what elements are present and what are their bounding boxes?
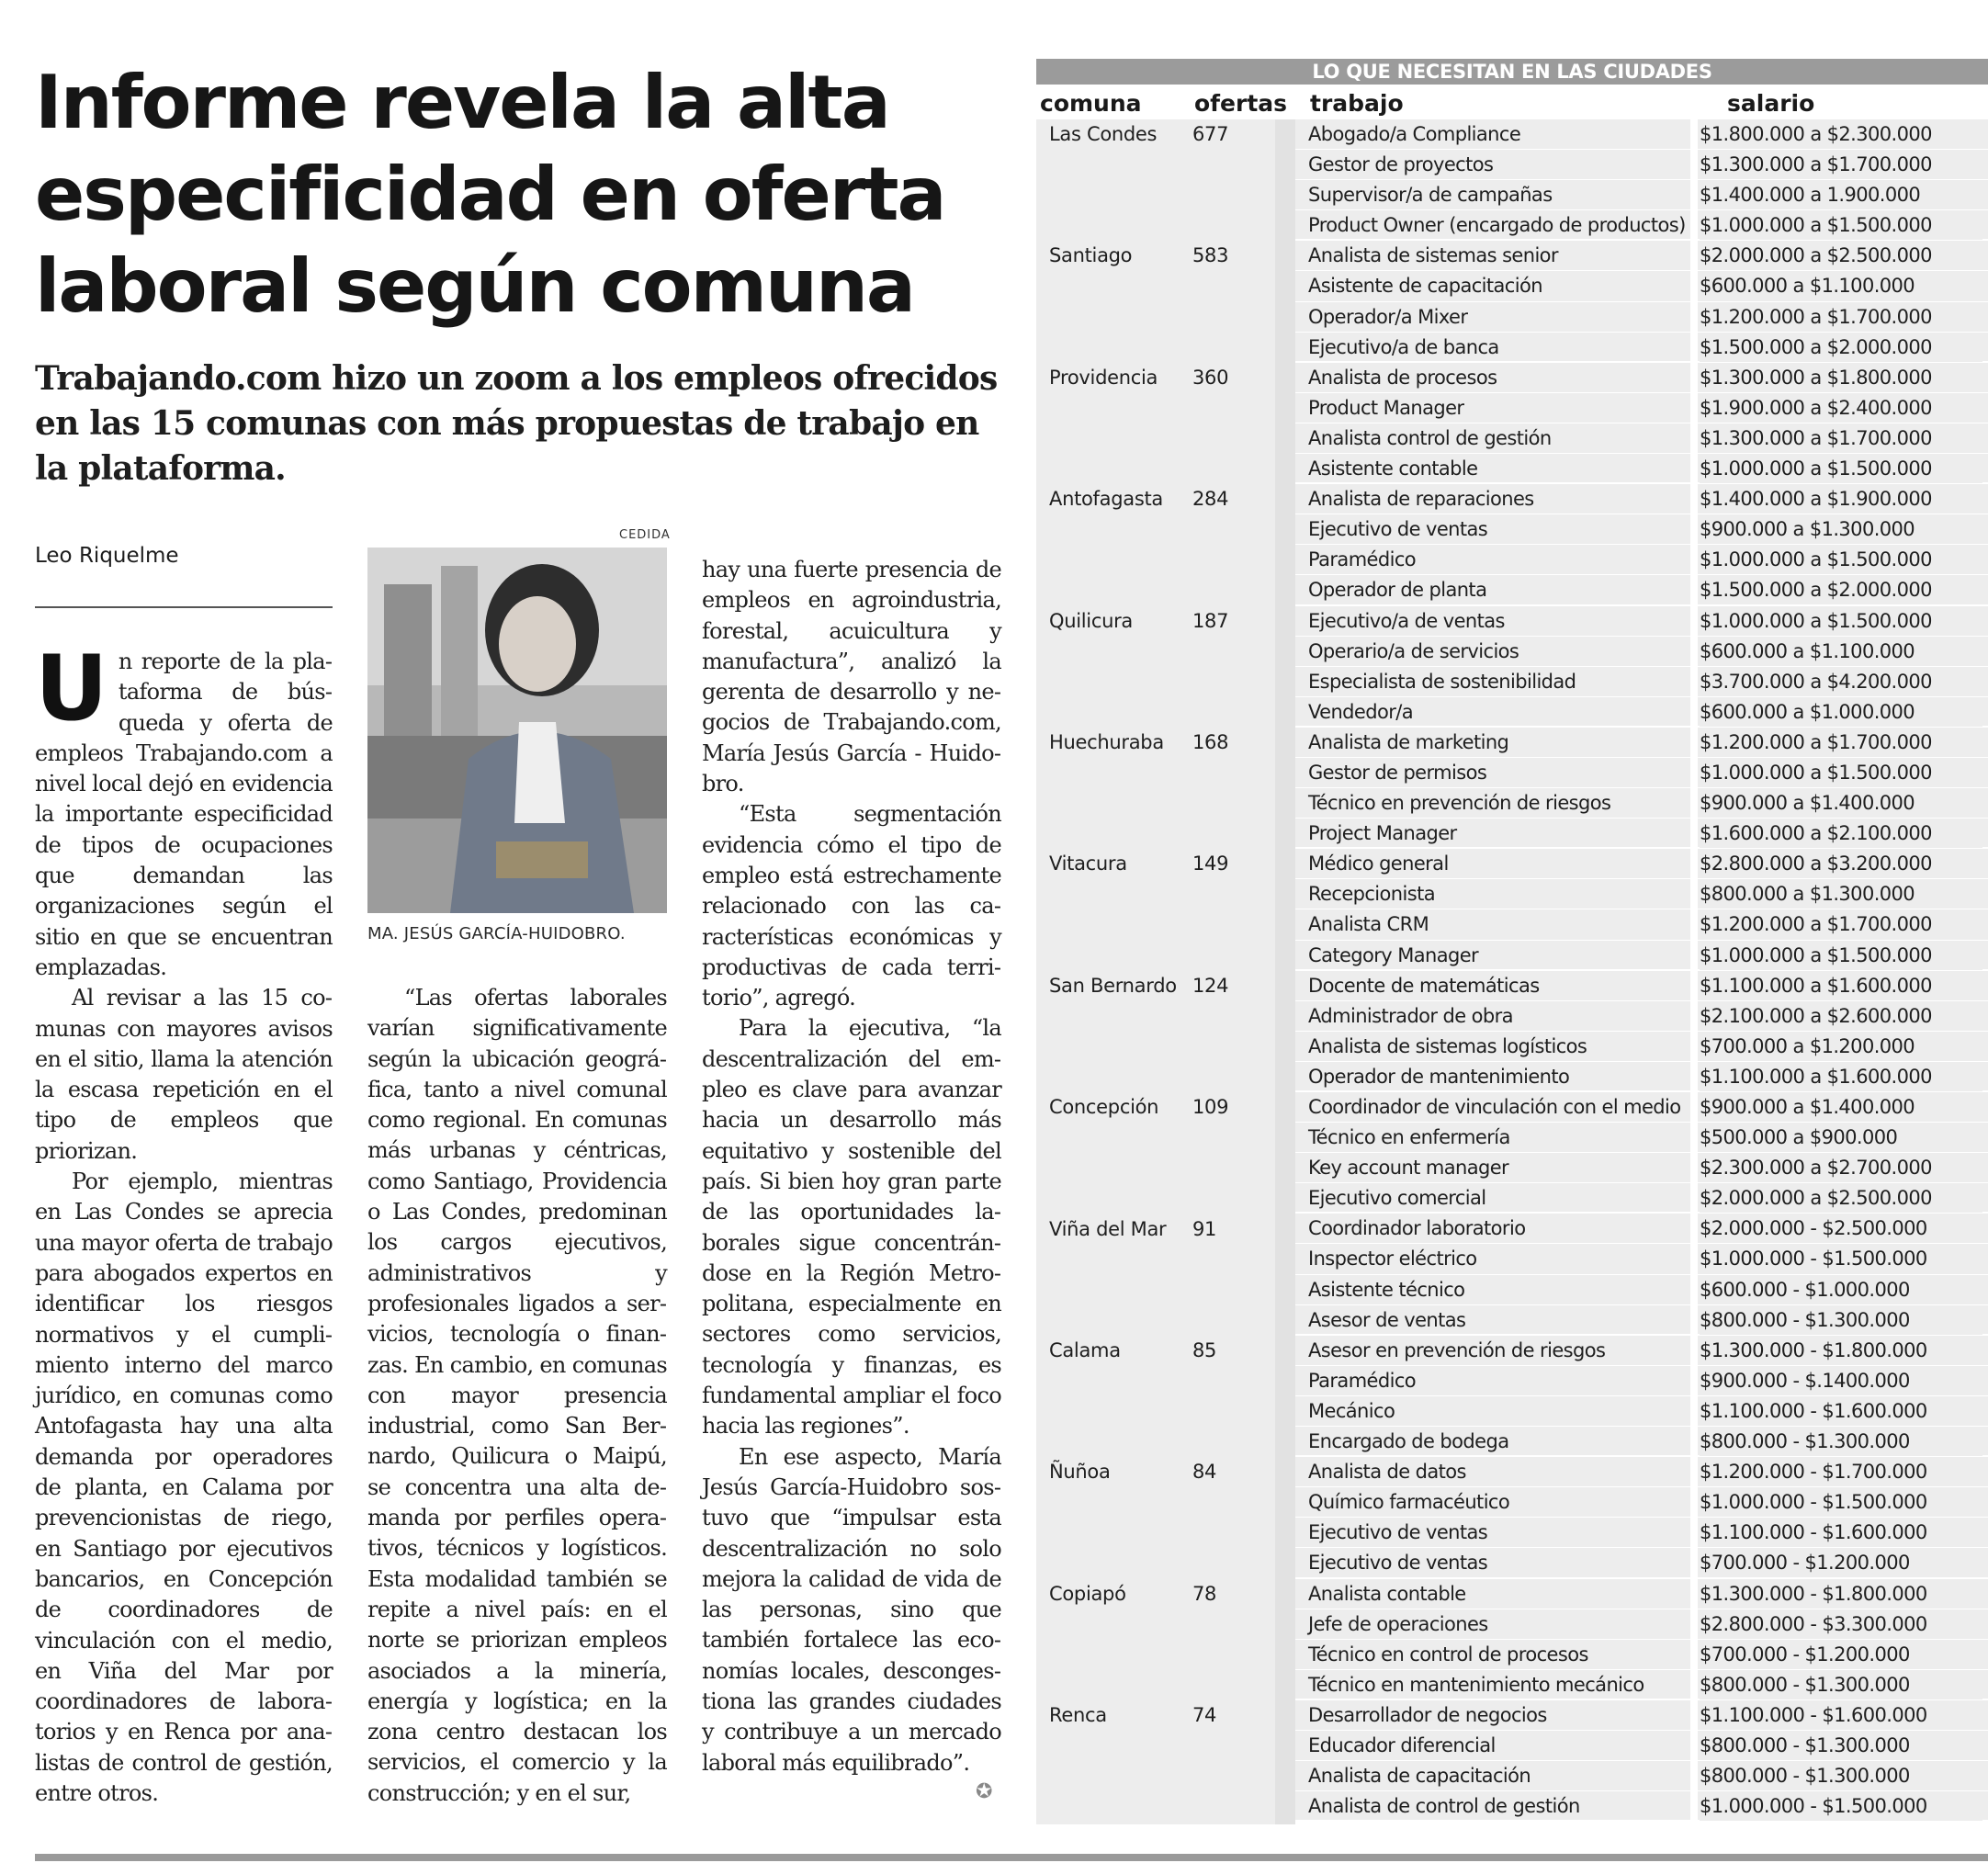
table-cell-salario: $800.000 - $1.300.000 bbox=[1700, 1305, 1982, 1335]
table-cell-salario: $1.000.000 a $1.500.000 bbox=[1700, 758, 1982, 787]
table-cell-salario: $1.300.000 - $1.800.000 bbox=[1700, 1336, 1982, 1365]
table-cell-trabajo: Operador de mantenimiento bbox=[1308, 1065, 1570, 1088]
table-cell-ofertas: 85 bbox=[1192, 1339, 1217, 1361]
table-row bbox=[1295, 1336, 1988, 1366]
table-cell-divider bbox=[1690, 1609, 1698, 1639]
table-cell-divider bbox=[1690, 363, 1698, 392]
table-cell-divider bbox=[1690, 180, 1698, 209]
table-cell-trabajo: Jefe de operaciones bbox=[1308, 1612, 1488, 1635]
table-cell-trabajo: Supervisor/a de campañas bbox=[1308, 184, 1553, 207]
table-cell-trabajo: Especialista de sostenibilidad bbox=[1308, 670, 1576, 693]
table-row bbox=[1295, 241, 1988, 271]
table-cell-salario: $1.200.000 a $1.700.000 bbox=[1700, 909, 1982, 939]
byline: Leo Riquelme bbox=[35, 544, 179, 568]
table-cell-salario: $1.000.000 a $1.500.000 bbox=[1700, 941, 1982, 970]
table-row bbox=[1295, 1396, 1988, 1427]
end-mark-icon: ✪ bbox=[976, 1780, 993, 1803]
table-cell-salario: $1.000.000 a $1.500.000 bbox=[1700, 210, 1982, 240]
table-cell-ofertas: 84 bbox=[1192, 1461, 1217, 1484]
table-row bbox=[1295, 971, 1988, 1001]
table-row bbox=[1295, 545, 1988, 575]
table-cell-salario: $900.000 - $.1400.000 bbox=[1700, 1366, 1982, 1395]
table-cell-trabajo: Analista CRM bbox=[1308, 913, 1429, 936]
table-cell-divider bbox=[1690, 1700, 1698, 1730]
table-row bbox=[1295, 1548, 1988, 1578]
table-cell-trabajo: Educador diferencial bbox=[1308, 1733, 1496, 1756]
table-cell-trabajo: Gestor de proyectos bbox=[1308, 153, 1494, 176]
table-cell-divider bbox=[1690, 909, 1698, 939]
table-cell-salario: $2.800.000 a $3.200.000 bbox=[1700, 849, 1982, 878]
table-cell-divider bbox=[1690, 514, 1698, 544]
table-row bbox=[1295, 1123, 1988, 1153]
table-row bbox=[1295, 1579, 1988, 1609]
table-row bbox=[1295, 1001, 1988, 1032]
table-cell-trabajo: Analista de marketing bbox=[1308, 730, 1509, 753]
table-cell-salario: $900.000 a $1.300.000 bbox=[1700, 514, 1982, 544]
table-title: LO QUE NECESITAN EN LAS CIUDADES bbox=[1036, 59, 1988, 85]
photo-caption: MA. JESÚS GARCÍA-HUIDOBRO. bbox=[367, 924, 626, 943]
article-paragraph: Para la ejecutiva, “la descentralización del empleo es clave para avanzar hacia un desarrollo más equitativo y sostenible del país. Si bien hoy gran parte de las oportunidades laborales sigue concentrándose en la Región Metropolitana, especialmente en sectores como servicios, tecnología y finanzas, es fundamental ampliar el foco hacia las regiones”. bbox=[702, 1015, 1001, 1440]
table-cell-divider bbox=[1690, 637, 1698, 666]
table-cell-salario: $1.400.000 a $1.900.000 bbox=[1700, 484, 1982, 514]
table-cell-trabajo: Asesor en prevención de riesgos bbox=[1308, 1338, 1606, 1361]
table-row bbox=[1295, 1153, 1988, 1183]
table-cell-salario: $700.000 - $1.200.000 bbox=[1700, 1640, 1982, 1669]
table-body bbox=[1295, 119, 1988, 1822]
table-row bbox=[1295, 819, 1988, 849]
table-cell-divider bbox=[1690, 1518, 1698, 1547]
table-cell-salario: $1.000.000 a $1.500.000 bbox=[1700, 454, 1982, 483]
table-cell-salario: $1.500.000 a $2.000.000 bbox=[1700, 333, 1982, 362]
table-cell-comuna: Antofagasta bbox=[1049, 488, 1163, 511]
table-cell-trabajo: Abogado/a Compliance bbox=[1308, 123, 1521, 145]
table-cell-trabajo: Analista de datos bbox=[1308, 1461, 1466, 1484]
table-cell-trabajo: Ejecutivo de ventas bbox=[1308, 518, 1488, 541]
table-cell-salario: $1.300.000 a $1.700.000 bbox=[1700, 150, 1982, 179]
table-row bbox=[1295, 1700, 1988, 1731]
table-row bbox=[1295, 575, 1988, 605]
table-cell-divider bbox=[1690, 423, 1698, 453]
table-header-comuna: comuna bbox=[1040, 90, 1142, 117]
table-cell-ofertas: 677 bbox=[1192, 123, 1229, 145]
table-cell-divider bbox=[1690, 454, 1698, 482]
table-cell-trabajo: Asistente contable bbox=[1308, 457, 1478, 480]
table-cell-divider bbox=[1690, 575, 1698, 604]
table-cell-divider bbox=[1690, 302, 1698, 332]
table-cell-trabajo: Coordinador de vinculación con el medio bbox=[1308, 1096, 1681, 1118]
table-row bbox=[1295, 1518, 1988, 1548]
table-cell-divider bbox=[1690, 849, 1698, 878]
article-paragraph: hay una fuerte presencia de empleos en agroindustria, forestal, acuicultura y manufactura”, analizó la gerenta de desarrollo y negocios de Trabajando.com, María Jesús García - Huidobro. bbox=[702, 557, 1001, 797]
table-cell-ofertas: 168 bbox=[1192, 731, 1229, 753]
table-cell-comuna: Vitacura bbox=[1049, 852, 1127, 875]
table-column-divider bbox=[1275, 119, 1295, 1824]
table-row bbox=[1295, 1670, 1988, 1700]
table-row bbox=[1295, 1487, 1988, 1518]
table-cell-salario: $1.100.000 a $1.600.000 bbox=[1700, 971, 1982, 1000]
table-row bbox=[1295, 1609, 1988, 1640]
table-cell-trabajo: Key account manager bbox=[1308, 1157, 1509, 1180]
table-cell-trabajo: Técnico en prevención de riesgos bbox=[1308, 792, 1611, 815]
table-header-salario: salario bbox=[1727, 90, 1815, 117]
table-cell-trabajo: Docente de matemáticas bbox=[1308, 974, 1540, 997]
table-cell-divider bbox=[1690, 1001, 1698, 1031]
table-cell-trabajo: Ejecutivo/a de banca bbox=[1308, 335, 1499, 358]
table-cell-divider bbox=[1690, 150, 1698, 179]
table-cell-comuna: Huechuraba bbox=[1049, 731, 1164, 753]
table-row bbox=[1295, 1305, 1988, 1336]
table-row bbox=[1295, 180, 1988, 210]
table-cell-trabajo: Asistente técnico bbox=[1308, 1278, 1465, 1301]
table-cell-trabajo: Médico general bbox=[1308, 852, 1449, 875]
table-cell-divider bbox=[1690, 697, 1698, 726]
table-row bbox=[1295, 1244, 1988, 1274]
table-cell-trabajo: Product Owner (encargado de productos) bbox=[1308, 214, 1686, 237]
headline: Informe revela la alta especificidad en oferta laboral según comuna bbox=[35, 60, 945, 329]
table-row bbox=[1295, 909, 1988, 940]
table-cell-salario: $800.000 - $1.300.000 bbox=[1700, 1670, 1982, 1699]
page-bottom-rule bbox=[35, 1854, 1988, 1861]
table-row bbox=[1295, 879, 1988, 909]
table-cell-divider bbox=[1690, 1579, 1698, 1609]
table-cell-trabajo: Analista de control de gestión bbox=[1308, 1795, 1580, 1818]
table-row bbox=[1295, 1791, 1988, 1822]
table-cell-divider bbox=[1690, 393, 1698, 423]
table-cell-salario: $1.100.000 a $1.600.000 bbox=[1700, 1062, 1982, 1091]
table-cell-divider bbox=[1690, 1032, 1698, 1061]
table-cell-salario: $700.000 a $1.200.000 bbox=[1700, 1032, 1982, 1061]
table-cell-salario: $500.000 a $900.000 bbox=[1700, 1123, 1982, 1152]
table-row bbox=[1295, 150, 1988, 180]
table-row bbox=[1295, 363, 1988, 393]
table-cell-salario: $1.000.000 - $1.500.000 bbox=[1700, 1791, 1982, 1821]
table-cell-trabajo: Analista de capacitación bbox=[1308, 1765, 1531, 1788]
table-cell-divider bbox=[1690, 788, 1698, 818]
table-cell-trabajo: Analista control de gestión bbox=[1308, 426, 1552, 449]
table-cell-salario: $1.100.000 - $1.600.000 bbox=[1700, 1700, 1982, 1730]
table-cell-salario: $1.100.000 - $1.600.000 bbox=[1700, 1518, 1982, 1547]
table-cell-divider bbox=[1690, 1366, 1698, 1395]
table-cell-comuna: San Bernardo bbox=[1049, 974, 1177, 997]
photo-credit: CEDIDA bbox=[619, 528, 671, 542]
table-row bbox=[1295, 210, 1988, 241]
table-row bbox=[1295, 302, 1988, 333]
table-cell-trabajo: Analista de sistemas senior bbox=[1308, 244, 1558, 267]
portrait-photo bbox=[367, 548, 667, 913]
table-row bbox=[1295, 606, 1988, 637]
table-row bbox=[1295, 1731, 1988, 1761]
article-paragraph: Al revisar a las 15 comunas con mayores avisos en el sitio, llama la atención la escasa repetición en el tipo de empleos que priorizan. bbox=[35, 985, 333, 1164]
table-header-ofertas: ofertas bbox=[1194, 90, 1288, 117]
table-cell-divider bbox=[1690, 1761, 1698, 1790]
table-row bbox=[1295, 484, 1988, 514]
table-cell-salario: $2.000.000 a $2.500.000 bbox=[1700, 1183, 1982, 1213]
table-cell-divider bbox=[1690, 241, 1698, 270]
table-cell-salario: $2.000.000 a $2.500.000 bbox=[1700, 241, 1982, 270]
table-cell-trabajo: Inspector eléctrico bbox=[1308, 1248, 1477, 1270]
table-cell-trabajo: Químico farmacéutico bbox=[1308, 1491, 1510, 1514]
table-row bbox=[1295, 758, 1988, 788]
article-column-1 bbox=[35, 637, 333, 1809]
table-cell-trabajo: Asistente de capacitación bbox=[1308, 275, 1542, 298]
table-cell-salario: $2.800.000 - $3.300.000 bbox=[1700, 1609, 1982, 1639]
table-cell-trabajo: Paramédico bbox=[1308, 548, 1417, 571]
table-cell-trabajo: Técnico en control de procesos bbox=[1308, 1643, 1588, 1665]
table-cell-salario: $1.200.000 a $1.700.000 bbox=[1700, 728, 1982, 757]
table-cell-comuna: Providencia bbox=[1049, 366, 1158, 389]
table-cell-comuna: Las Condes bbox=[1049, 123, 1158, 145]
table-cell-divider bbox=[1690, 1092, 1698, 1122]
table-cell-salario: $600.000 a $1.100.000 bbox=[1700, 271, 1982, 300]
table-cell-ofertas: 91 bbox=[1192, 1217, 1217, 1240]
table-cell-trabajo: Recepcionista bbox=[1308, 883, 1435, 906]
table-cell-divider bbox=[1690, 1640, 1698, 1669]
table-cell-salario: $1.500.000 a $2.000.000 bbox=[1700, 575, 1982, 604]
table-cell-salario: $1.200.000 a $1.700.000 bbox=[1700, 302, 1982, 332]
table-cell-divider bbox=[1690, 333, 1698, 361]
dropcap: U bbox=[35, 637, 107, 741]
table-cell-trabajo: Mecánico bbox=[1308, 1399, 1395, 1422]
article-paragraph: Por ejemplo, mientras en Las Condes se aprecia una mayor oferta de trabajo para abogados expertos en identificar los riesgos normativos y el cumplimiento interno del marco jurídico, en comunas como Antofagasta hay una alta demanda por operadores de planta, en Calama por prevencionistas de riego, en Santiago por ejecutivos bancarios, en Concepción de coordinadores de vinculación con el medio, en Viña del Mar por coordinadores de laboratorios y en Renca por analistas de control de gestión, entre otros. bbox=[35, 1169, 333, 1806]
table-row bbox=[1295, 1427, 1988, 1457]
table-cell-trabajo: Técnico en mantenimiento mecánico bbox=[1308, 1673, 1644, 1696]
table-cell-salario: $3.700.000 a $4.200.000 bbox=[1700, 667, 1982, 696]
table-cell-divider bbox=[1690, 1062, 1698, 1090]
table-row bbox=[1295, 1092, 1988, 1123]
table-cell-comuna: Concepción bbox=[1049, 1096, 1159, 1119]
table-cell-trabajo: Gestor de permisos bbox=[1308, 761, 1487, 784]
table-cell-salario: $1.900.000 a $2.400.000 bbox=[1700, 393, 1982, 423]
table-cell-trabajo: Ejecutivo comercial bbox=[1308, 1187, 1486, 1210]
table-cell-divider bbox=[1690, 667, 1698, 696]
table-row bbox=[1295, 1457, 1988, 1487]
table-cell-salario: $2.300.000 a $2.700.000 bbox=[1700, 1153, 1982, 1182]
table-cell-divider bbox=[1690, 728, 1698, 757]
article-paragraph: “Esta segmentación evidencia cómo el tipo de empleo está estrechamente relacionado con las características económicas y productivas de cada territorio”, agregó. bbox=[702, 801, 1001, 1011]
table-cell-divider bbox=[1690, 210, 1698, 239]
table-cell-comuna: Viña del Mar bbox=[1049, 1217, 1167, 1240]
table-cell-comuna: Quilicura bbox=[1049, 609, 1134, 632]
table-cell-divider bbox=[1690, 119, 1698, 149]
table-cell-salario: $1.300.000 - $1.800.000 bbox=[1700, 1579, 1982, 1609]
table-cell-ofertas: 124 bbox=[1192, 974, 1229, 997]
table-cell-salario: $600.000 a $1.100.000 bbox=[1700, 637, 1982, 666]
table-row bbox=[1295, 849, 1988, 879]
table-cell-salario: $1.000.000 a $1.500.000 bbox=[1700, 545, 1982, 574]
table-cell-trabajo: Analista contable bbox=[1308, 1582, 1466, 1605]
table-cell-ofertas: 109 bbox=[1192, 1096, 1229, 1119]
table-cell-divider bbox=[1690, 1670, 1698, 1699]
table-cell-salario: $1.000.000 - $1.500.000 bbox=[1700, 1487, 1982, 1517]
table-cell-salario: $700.000 - $1.200.000 bbox=[1700, 1548, 1982, 1577]
table-cell-salario: $1.400.000 a 1.900.000 bbox=[1700, 180, 1982, 209]
table-cell-salario: $600.000 a $1.000.000 bbox=[1700, 697, 1982, 727]
table-cell-trabajo: Operario/a de servicios bbox=[1308, 639, 1519, 662]
table-cell-salario: $1.600.000 a $2.100.000 bbox=[1700, 819, 1982, 848]
table-cell-salario: $800.000 - $1.300.000 bbox=[1700, 1427, 1982, 1456]
table-cell-divider bbox=[1690, 1427, 1698, 1455]
table-cell-divider bbox=[1690, 606, 1698, 636]
byline-divider bbox=[35, 606, 333, 608]
table-row bbox=[1295, 119, 1988, 150]
table-cell-salario: $1.000.000 - $1.500.000 bbox=[1700, 1244, 1982, 1273]
table-cell-divider bbox=[1690, 1244, 1698, 1273]
deck-subtitle: Trabajando.com hizo un zoom a los empleos ofrecidos en las 15 comunas con más propuestas de trabajo en la plataforma. bbox=[35, 359, 998, 488]
table-cell-salario: $900.000 a $1.400.000 bbox=[1700, 788, 1982, 818]
table-cell-trabajo: Vendedor/a bbox=[1308, 700, 1413, 723]
table-cell-divider bbox=[1690, 1183, 1698, 1212]
table-cell-trabajo: Desarrollador de negocios bbox=[1308, 1703, 1547, 1726]
table-cell-divider bbox=[1690, 1336, 1698, 1365]
table-cell-comuna: Renca bbox=[1049, 1704, 1107, 1727]
table-cell-divider bbox=[1690, 1123, 1698, 1152]
table-cell-divider bbox=[1690, 1305, 1698, 1334]
table-cell-ofertas: 74 bbox=[1192, 1704, 1217, 1727]
table-cell-salario: $600.000 - $1.000.000 bbox=[1700, 1275, 1982, 1304]
table-row bbox=[1295, 637, 1988, 667]
article-column-3 bbox=[702, 555, 1001, 1778]
table-cell-trabajo: Coordinador laboratorio bbox=[1308, 1217, 1526, 1240]
table-cell-divider bbox=[1690, 271, 1698, 300]
table-cell-divider bbox=[1690, 819, 1698, 847]
table-cell-ofertas: 78 bbox=[1192, 1582, 1217, 1605]
table-header-trabajo: trabajo bbox=[1310, 90, 1404, 117]
table-cell-salario: $800.000 a $1.300.000 bbox=[1700, 879, 1982, 909]
article-column-2 bbox=[367, 983, 667, 1809]
table-cell-divider bbox=[1690, 758, 1698, 787]
table-cell-trabajo: Ejecutivo de ventas bbox=[1308, 1521, 1488, 1544]
table-row bbox=[1295, 667, 1988, 697]
table-row bbox=[1295, 1214, 1988, 1244]
table-row bbox=[1295, 271, 1988, 301]
table-row bbox=[1295, 454, 1988, 484]
table-cell-divider bbox=[1690, 1791, 1698, 1820]
table-cell-trabajo: Analista de procesos bbox=[1308, 366, 1497, 389]
table-row bbox=[1295, 728, 1988, 758]
table-cell-comuna: Ñuñoa bbox=[1049, 1461, 1111, 1484]
table-cell-divider bbox=[1690, 484, 1698, 514]
table-cell-trabajo: Paramédico bbox=[1308, 1369, 1417, 1392]
article-paragraph: En ese aspecto, María Jesús García-Huidobro sostuvo que “impulsar esta descentralización no solo mejora la calidad de vida de las personas, sino que también fortalece las economías locales, descongestiona las grandes ciudades y contribuye a un mercado laboral más equilibrado”. bbox=[702, 1443, 1001, 1776]
table-cell-divider bbox=[1690, 879, 1698, 909]
table-cell-salario: $1.300.000 a $1.700.000 bbox=[1700, 423, 1982, 453]
table-row bbox=[1295, 1366, 1988, 1396]
table-cell-trabajo: Técnico en enfermería bbox=[1308, 1126, 1510, 1149]
table-cell-trabajo: Administrador de obra bbox=[1308, 1004, 1513, 1027]
table-cell-salario: $1.000.000 a $1.500.000 bbox=[1700, 606, 1982, 636]
table-cell-divider bbox=[1690, 1487, 1698, 1517]
article-paragraph: “Las ofertas laborales varían significativamente según la ubicación geográfica, tanto a nivel comunal como regional. En comunas más urbanas y céntricas, como Santiago, Providencia o Las Condes, predominan los cargos ejecutivos, administrativos y profesionales ligados a servicios, tecnología o finanzas. En cambio, en comunas con mayor presencia industrial, como San Bernardo, Quilicura o Maipú, se concentra una alta demanda por perfiles operativos, técnicos y logísticos. Esta modalidad también se repite a nivel país: en el norte se priorizan empleos asociados a la minería, energía y logística; en la zona centro destacan los servicios, el comercio y la construcción; y en el sur, bbox=[367, 985, 667, 1806]
table-cell-salario: $1.200.000 - $1.700.000 bbox=[1700, 1457, 1982, 1486]
table-cell-trabajo: Ejecutivo de ventas bbox=[1308, 1552, 1488, 1575]
table-cell-trabajo: Operador de planta bbox=[1308, 579, 1487, 602]
table-cell-divider bbox=[1690, 1275, 1698, 1304]
table-cell-divider bbox=[1690, 1214, 1698, 1243]
table-cell-divider bbox=[1690, 1396, 1698, 1426]
table-cell-divider bbox=[1690, 971, 1698, 1000]
table-row bbox=[1295, 1183, 1988, 1214]
table-row bbox=[1295, 1761, 1988, 1791]
table-cell-comuna: Copiapó bbox=[1049, 1582, 1126, 1605]
table-cell-divider bbox=[1690, 1548, 1698, 1576]
table-row bbox=[1295, 333, 1988, 363]
table-cell-ofertas: 360 bbox=[1192, 366, 1229, 389]
table-row bbox=[1295, 393, 1988, 423]
table-cell-trabajo: Asesor de ventas bbox=[1308, 1308, 1466, 1331]
table-cell-divider bbox=[1690, 1457, 1698, 1486]
article-paragraph: Un reporte de la plataforma de búsqueda y oferta de empleos Trabajando.com a nivel local dejó en evidencia la importante especificidad de tipos de ocupaciones que demandan las organizaciones según el sitio en que se encuentran emplazadas. bbox=[35, 637, 333, 980]
table-cell-trabajo: Ejecutivo/a de ventas bbox=[1308, 609, 1505, 632]
table-cell-divider bbox=[1690, 1731, 1698, 1760]
table-row bbox=[1295, 1640, 1988, 1670]
table-cell-trabajo: Analista de reparaciones bbox=[1308, 488, 1534, 511]
table-cell-salario: $1.100.000 - $1.600.000 bbox=[1700, 1396, 1982, 1426]
table-cell-trabajo: Encargado de bodega bbox=[1308, 1430, 1509, 1453]
table-cell-divider bbox=[1690, 941, 1698, 969]
table-row bbox=[1295, 941, 1988, 971]
table-row bbox=[1295, 1032, 1988, 1062]
table-cell-trabajo: Product Manager bbox=[1308, 396, 1464, 419]
table-cell-salario: $2.100.000 a $2.600.000 bbox=[1700, 1001, 1982, 1031]
table-row bbox=[1295, 788, 1988, 819]
table-row bbox=[1295, 697, 1988, 728]
table-cell-divider bbox=[1690, 545, 1698, 574]
table-cell-salario: $1.800.000 a $2.300.000 bbox=[1700, 119, 1982, 149]
table-cell-trabajo: Project Manager bbox=[1308, 822, 1457, 845]
table-cell-salario: $1.300.000 a $1.800.000 bbox=[1700, 363, 1982, 392]
table-cell-trabajo: Operador/a Mixer bbox=[1308, 305, 1468, 328]
table-cell-comuna: Calama bbox=[1049, 1339, 1121, 1361]
table-cell-salario: $800.000 - $1.300.000 bbox=[1700, 1731, 1982, 1760]
table-row bbox=[1295, 423, 1988, 454]
table-row bbox=[1295, 1062, 1988, 1092]
table-cell-ofertas: 284 bbox=[1192, 488, 1229, 511]
table-cell-salario: $2.000.000 - $2.500.000 bbox=[1700, 1214, 1982, 1243]
table-cell-trabajo: Category Manager bbox=[1308, 943, 1479, 966]
table-cell-salario: $800.000 - $1.300.000 bbox=[1700, 1761, 1982, 1790]
table-cell-trabajo: Analista de sistemas logísticos bbox=[1308, 1034, 1587, 1057]
table-cell-ofertas: 187 bbox=[1192, 609, 1229, 632]
table-row bbox=[1295, 514, 1988, 545]
table-cell-divider bbox=[1690, 1153, 1698, 1182]
table-cell-ofertas: 583 bbox=[1192, 244, 1229, 267]
table-cell-ofertas: 149 bbox=[1192, 852, 1229, 875]
table-cell-comuna: Santiago bbox=[1049, 244, 1133, 267]
table-cell-salario: $900.000 a $1.400.000 bbox=[1700, 1092, 1982, 1122]
table-row bbox=[1295, 1275, 1988, 1305]
